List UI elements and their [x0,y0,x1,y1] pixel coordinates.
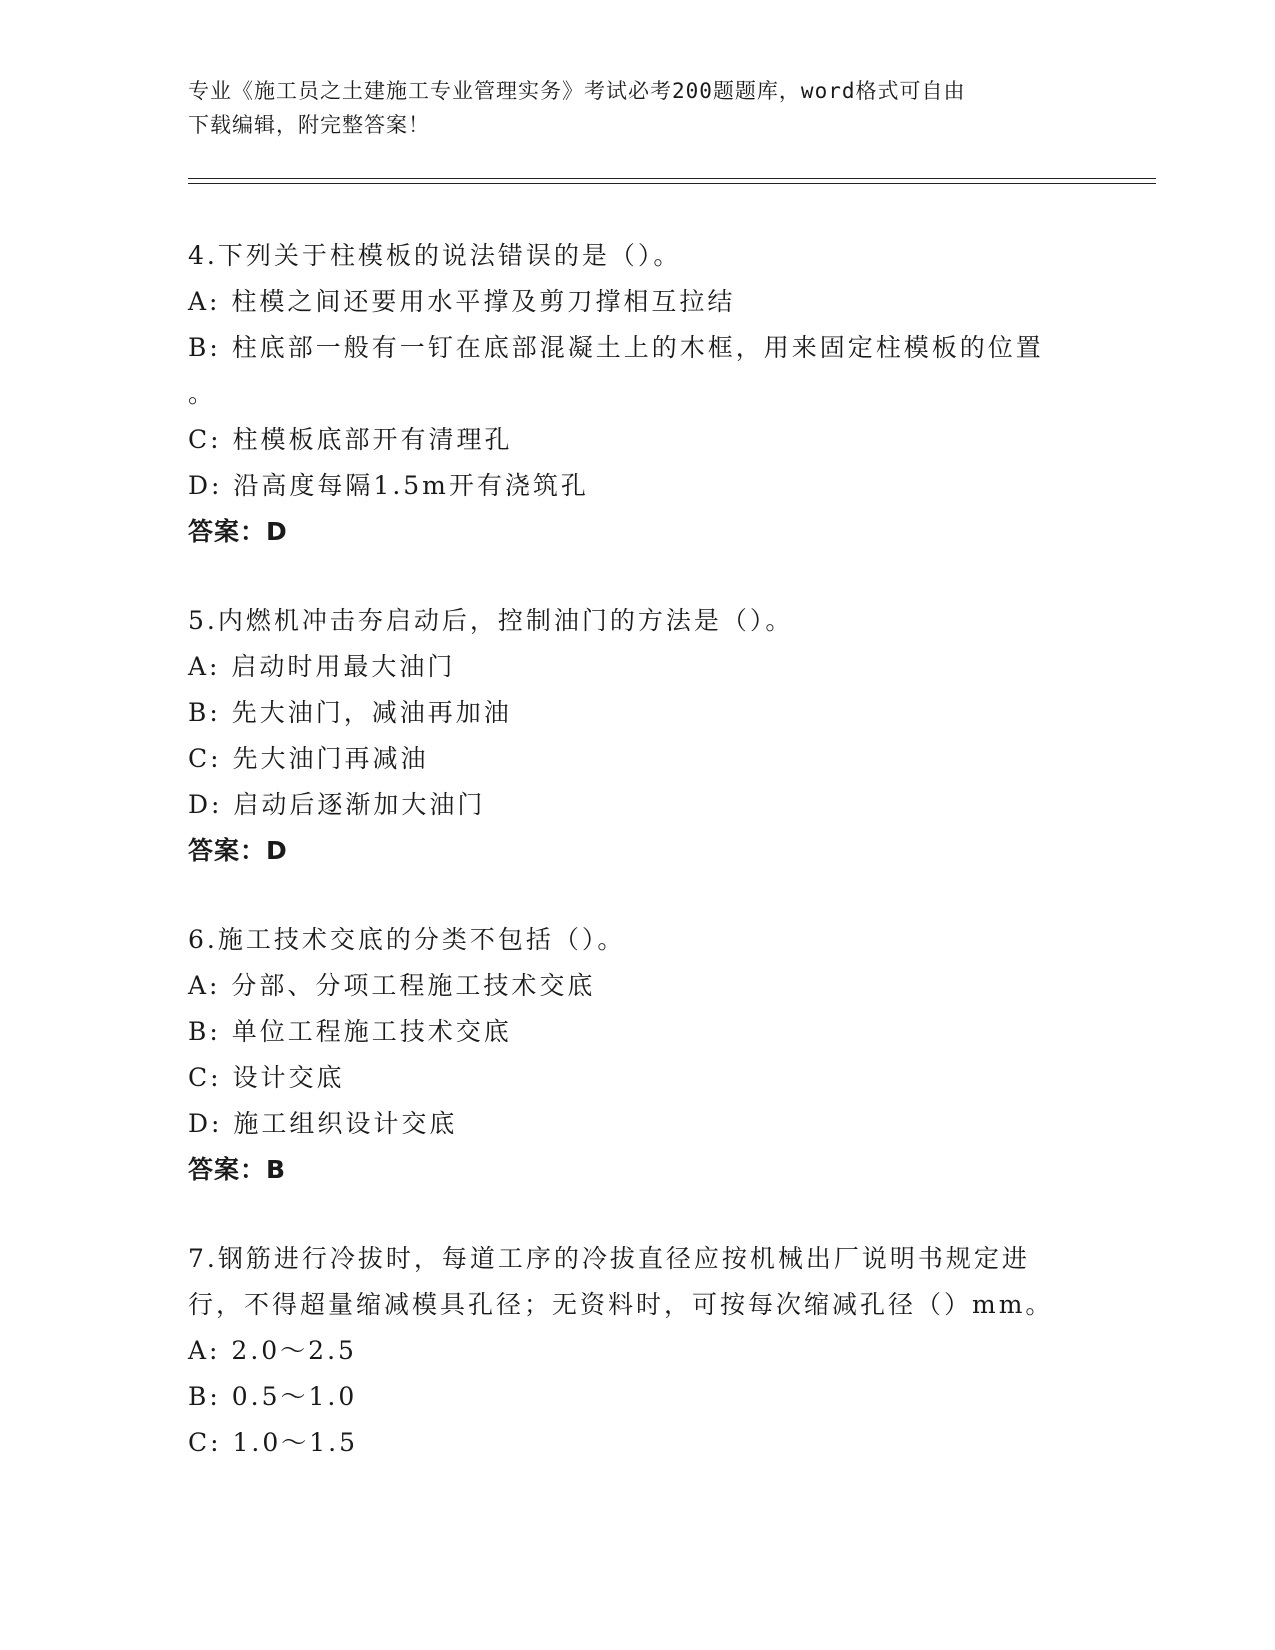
header-line-1: 专业《施工员之土建施工专业管理实务》考试必考200题题库，word格式可自由 [188,79,966,103]
option-b: B: 柱底部一般有一钉在底部混凝土上的木框，用来固定柱模板的位置 [188,333,1044,362]
option-b: B: 单位工程施工技术交底 [188,1017,512,1046]
answer-label: 答案：B [188,1155,287,1184]
header-line-2: 下载编辑，附完整答案！ [188,113,430,137]
header-divider-top [188,178,1156,179]
option-c: C: 柱模板底部开有清理孔 [188,425,513,454]
header-divider-bottom [188,183,1156,184]
answer-label: 答案：D [188,517,288,546]
question-stem-line-2: 行，不得超量缩减模具孔径；无资料时，可按每次缩减孔径（）mm。 [188,1290,1054,1319]
answer-label: 答案：D [188,836,288,865]
option-b: B: 先大油门，减油再加油 [188,698,512,727]
question-7 [188,1236,1088,1466]
question-5 [188,598,1088,874]
option-d: D: 沿高度每隔1.5m开有浇筑孔 [188,471,589,500]
option-b-continuation: 。 [188,379,217,408]
option-c: C: 先大油门再减油 [188,744,429,773]
option-a: A: 柱模之间还要用水平撑及剪刀撑相互拉结 [188,287,736,316]
option-a: A: 启动时用最大油门 [188,652,456,681]
option-a: A: 2.0～2.5 [188,1336,357,1365]
option-d: D: 启动后逐渐加大油门 [188,790,486,819]
question-6 [188,917,1088,1193]
question-stem-line-1: 7.钢筋进行冷拔时，每道工序的冷拔直径应按机械出厂说明书规定进 [188,1244,1030,1273]
question-4 [188,233,1088,555]
question-stem: 5.内燃机冲击夯启动后，控制油门的方法是（）。 [188,606,794,635]
question-stem: 6.施工技术交底的分类不包括（）。 [188,925,626,954]
option-c: C: 设计交底 [188,1063,345,1092]
option-b: B: 0.5～1.0 [188,1382,358,1411]
option-a: A: 分部、分项工程施工技术交底 [188,971,596,1000]
option-c: C: 1.0～1.5 [188,1428,359,1457]
question-stem: 4.下列关于柱模板的说法错误的是（）。 [188,241,682,270]
question-list [188,233,1088,1466]
document-header [188,74,1088,142]
option-d: D: 施工组织设计交底 [188,1109,458,1138]
